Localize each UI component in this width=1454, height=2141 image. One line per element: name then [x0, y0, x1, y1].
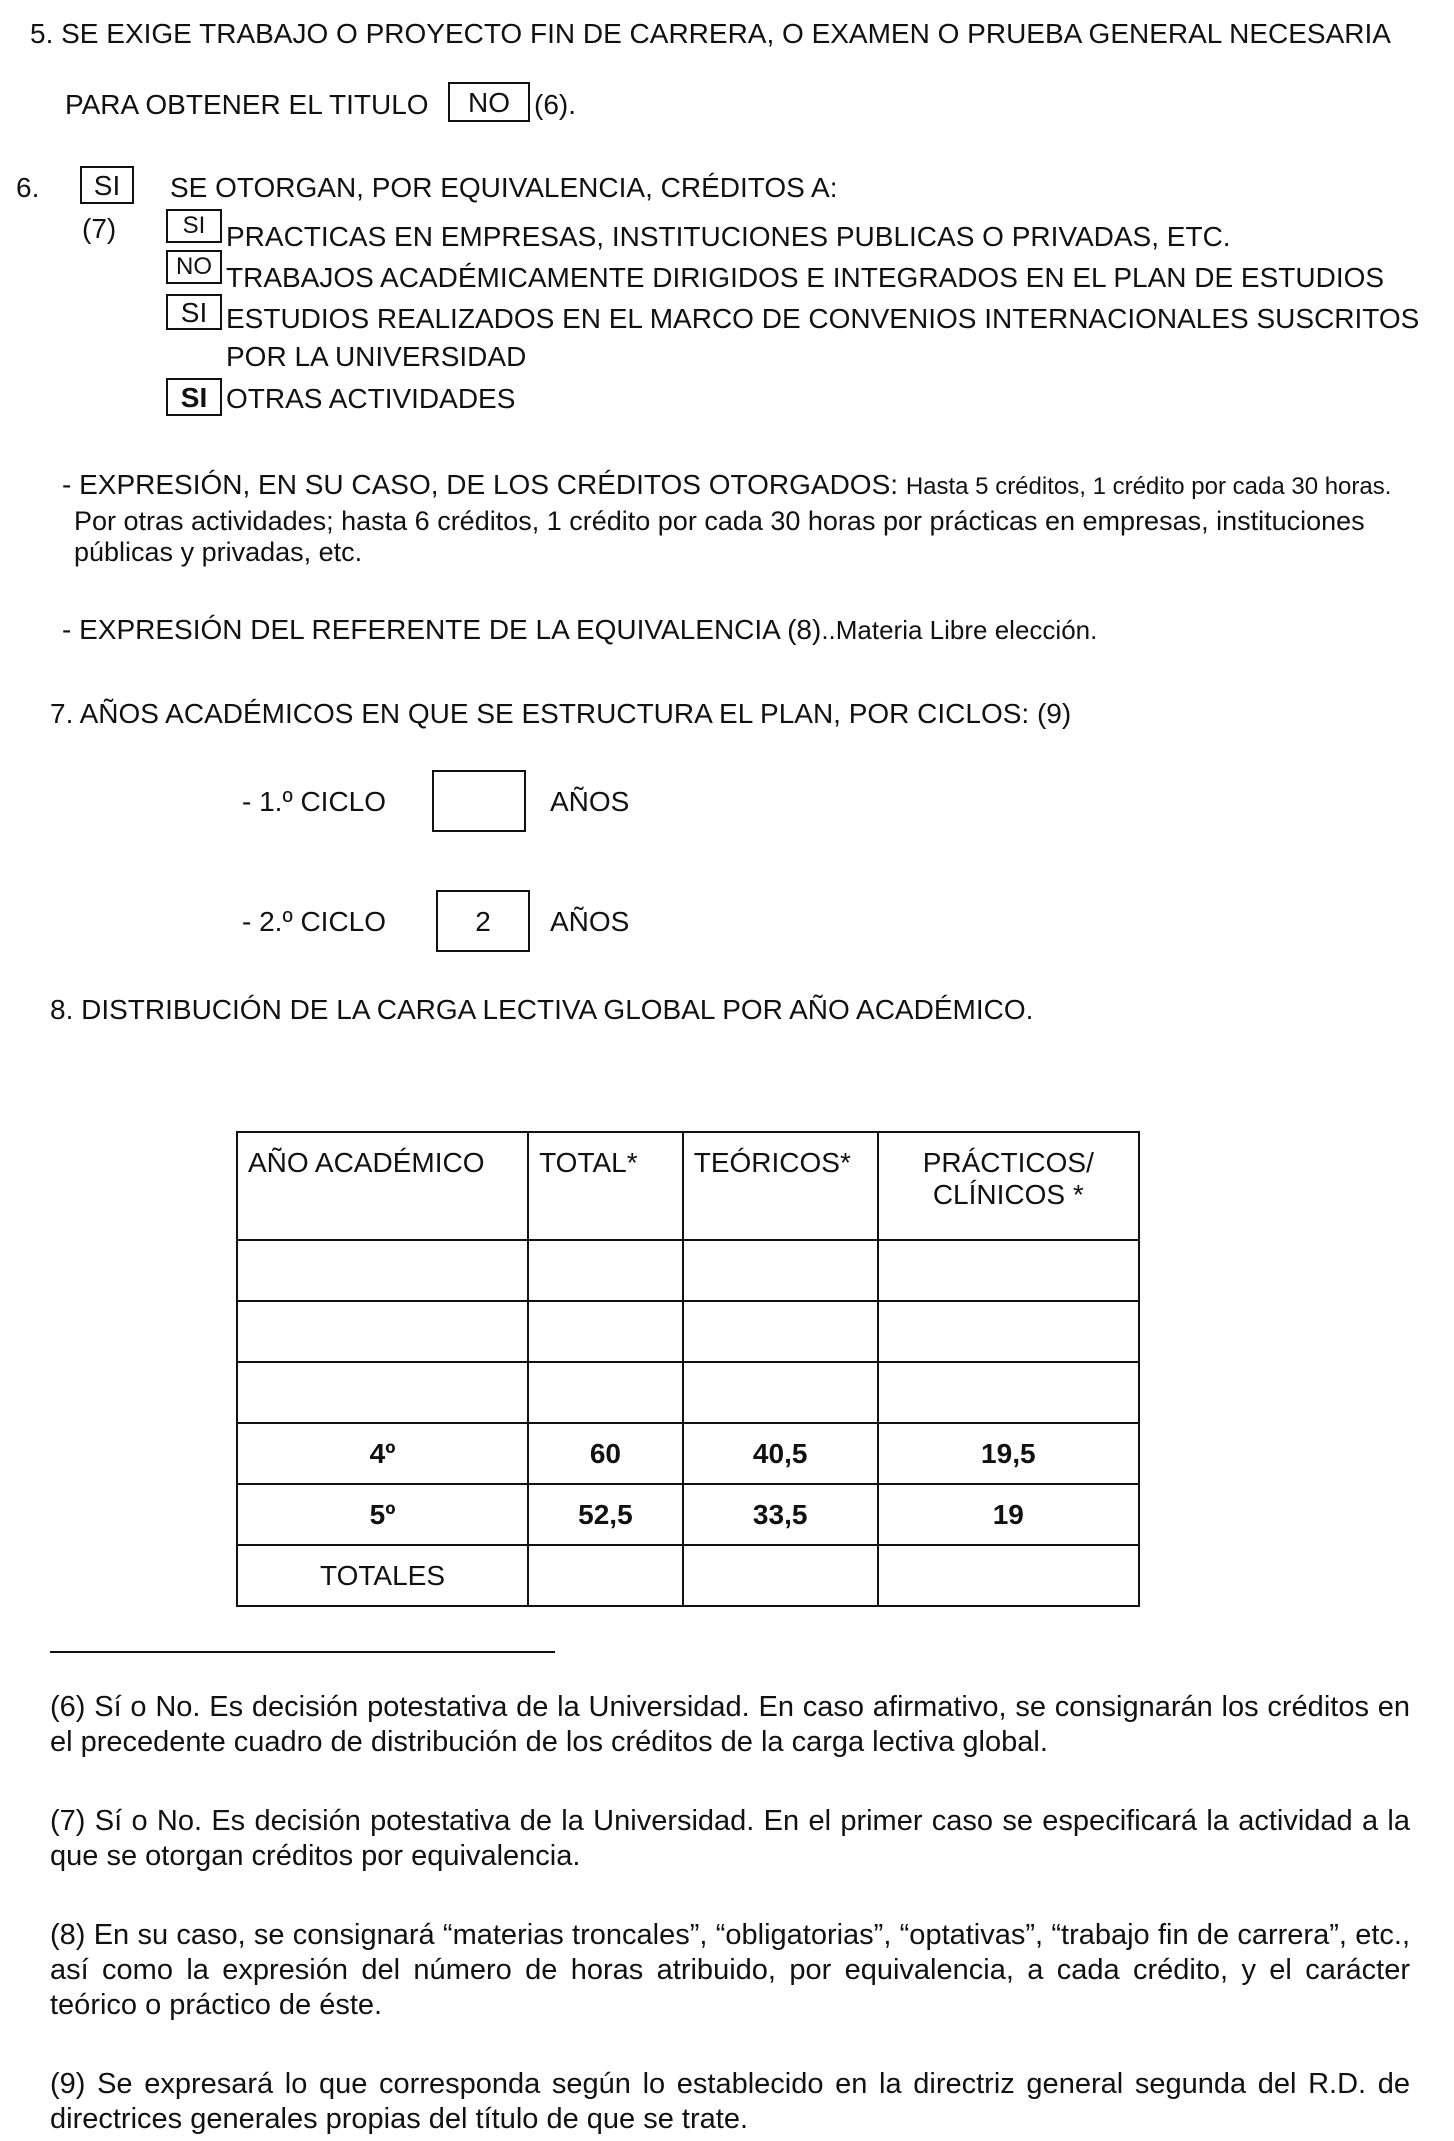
referent-line — [62, 614, 1097, 646]
header-total: TOTAL* — [528, 1132, 683, 1240]
table-row-empty-3 — [237, 1362, 1139, 1423]
cell-total: 60 — [528, 1423, 683, 1484]
referent-label: - EXPRESIÓN DEL REFERENTE DE LA EQUIVALENCIA (8) — [62, 614, 822, 645]
credits-label: - EXPRESIÓN, EN SU CASO, DE LOS CRÉDITOS OTORGADOS: — [62, 469, 899, 500]
cycle2-label: - 2.º CICLO — [242, 906, 387, 937]
header-practicos-line1: PRÁCTICOS/ — [922, 1147, 1094, 1178]
referent-value: ..Materia Libre elección. — [821, 615, 1098, 645]
titulo-answer-box: NO — [448, 82, 530, 122]
header-ano-academico: AÑO ACADÉMICO — [237, 1132, 528, 1240]
table-totals-row — [237, 1545, 1139, 1606]
cycle1-unit: AÑOS — [550, 786, 630, 817]
item-estudios-box: SI — [166, 294, 222, 330]
cell-teoricos: 33,5 — [683, 1484, 878, 1545]
item-estudios-text: ESTUDIOS REALIZADOS EN EL MARCO DE CONVENIOS INTERNACIONALES SUSCRITOS — [226, 303, 1420, 334]
cycle2-value-box: 2 — [436, 890, 530, 952]
item-trabajos-text: TRABAJOS ACADÉMICAMENTE DIRIGIDOS E INTEGRADOS EN EL PLAN DE ESTUDIOS — [226, 262, 1385, 293]
section-8-heading: 8. DISTRIBUCIÓN DE LA CARGA LECTIVA GLOBAL POR AÑO ACADÉMICO. — [50, 994, 1034, 1025]
header-practicos-line2: CLÍNICOS * — [932, 1179, 1084, 1210]
cell-practicos: 19 — [878, 1484, 1139, 1545]
item-otras-box: SI — [166, 378, 222, 416]
cell-totals-label: TOTALES — [237, 1545, 528, 1606]
section-6-number: 6. — [16, 172, 40, 203]
credits-line1 — [62, 469, 1391, 501]
credits-line3: públicas y privadas, etc. — [74, 537, 363, 567]
table-header-row — [237, 1132, 1139, 1240]
header-practicos — [878, 1132, 1139, 1240]
cell-total: 52,5 — [528, 1484, 683, 1545]
carga-lectiva-table — [236, 1131, 1140, 1607]
cycle1-value-box — [432, 770, 526, 832]
cell-practicos: 19,5 — [878, 1423, 1139, 1484]
cycle2-unit: AÑOS — [550, 906, 630, 937]
section-5-line2-prefix: PARA OBTENER EL TITULO — [65, 89, 429, 120]
item-trabajos-box: NO — [166, 250, 222, 284]
cycle1-label: - 1.º CICLO — [242, 786, 387, 817]
section-6-ref: (7) — [82, 213, 117, 244]
footnote-6: (6) Sí o No. Es decisión potestativa de la Universidad. En caso afirmativo, se consignarán los créditos en el precedente cuadro de distribución de los créditos de la carga lectiva global. — [50, 1691, 1410, 1758]
item-estudios-text2: POR LA UNIVERSIDAD — [226, 341, 527, 372]
credits-line2: Por otras actividades; hasta 6 créditos, 1 crédito por cada 30 horas por prácticas en empresas, instituciones — [74, 506, 1365, 536]
footnote-7: (7) Sí o No. Es decisión potestativa de la Universidad. En el primer caso se especificará la actividad a la que se otorgan créditos por equivalencia. — [50, 1805, 1410, 1872]
footnote-divider — [50, 1651, 555, 1653]
section-6-answer-box: SI — [80, 166, 134, 204]
footnote-9: (9) Se expresará lo que corresponda según lo establecido en la directriz general segunda del R.D. de directrices generales propias del título de que se trate. — [50, 2068, 1410, 2135]
table-row — [237, 1423, 1139, 1484]
cell-teoricos: 40,5 — [683, 1423, 878, 1484]
item-practicas-text: PRACTICAS EN EMPRESAS, INSTITUCIONES PUBLICAS O PRIVADAS, ETC. — [226, 221, 1231, 252]
table-row — [237, 1484, 1139, 1545]
section-7-heading: 7. AÑOS ACADÉMICOS EN QUE SE ESTRUCTURA EL PLAN, POR CICLOS: (9) — [50, 698, 1072, 729]
table-row-empty-1 — [237, 1240, 1139, 1301]
section-5-line1: 5. SE EXIGE TRABAJO O PROYECTO FIN DE CARRERA, O EXAMEN O PRUEBA GENERAL NECESARIA — [30, 18, 1391, 49]
header-teoricos: TEÓRICOS* — [683, 1132, 878, 1240]
section-6-heading: SE OTORGAN, POR EQUIVALENCIA, CRÉDITOS A: — [170, 172, 838, 203]
footnote-8: (8) En su caso, se consignará “materias troncales”, “obligatorias”, “optativas”, “trabajo fin de carrera”, etc., así como la expresión del número de horas atribuido, por equivalencia, a cada crédito, y el carácter teórico o práctico de éste. — [50, 1919, 1410, 2021]
section-5-ref: (6). — [534, 89, 576, 120]
table-row-empty-2 — [237, 1301, 1139, 1362]
cell-year: 4º — [237, 1423, 528, 1484]
credits-value: Hasta 5 créditos, 1 crédito por cada 30 horas. — [905, 473, 1392, 500]
item-otras-text: OTRAS ACTIVIDADES — [226, 383, 516, 414]
item-practicas-box: SI — [166, 209, 222, 243]
cell-year: 5º — [237, 1484, 528, 1545]
